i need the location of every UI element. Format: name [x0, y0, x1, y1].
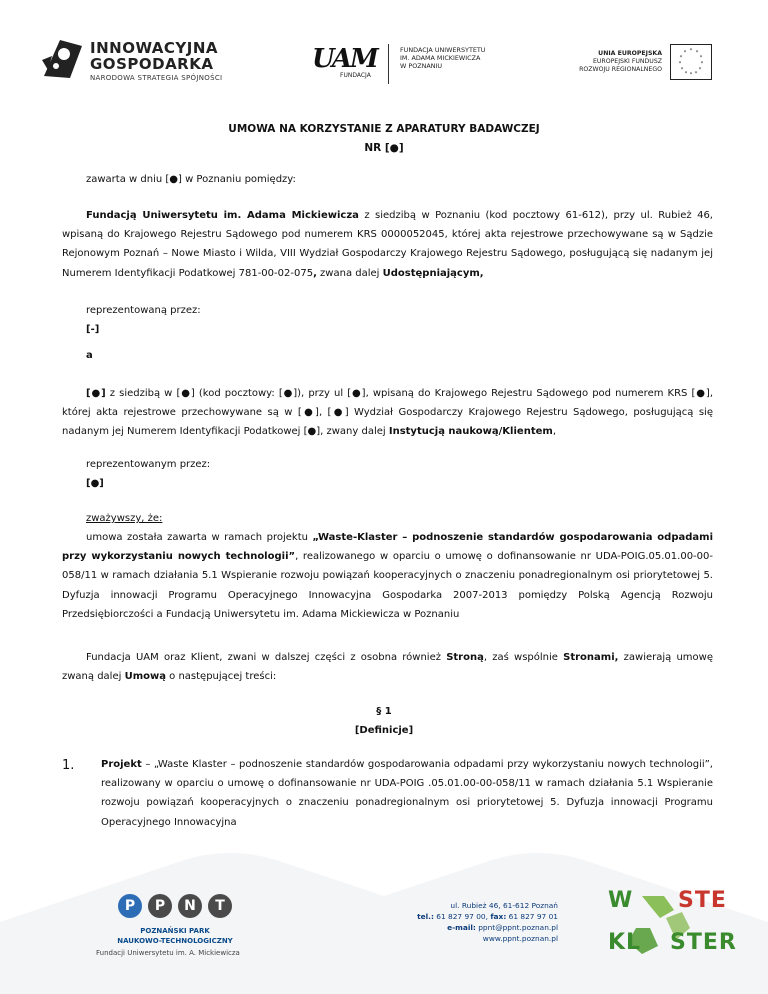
- fax-value: 61 827 97 01: [506, 912, 558, 921]
- svg-text:*: *: [700, 61, 704, 67]
- svg-text:*: *: [699, 55, 703, 61]
- waste-kl: KL: [608, 930, 642, 955]
- ppnt-name3: Fundacji Uniwersytetu im. A. Mickiewicza: [96, 949, 240, 957]
- parties-pre: Fundacja UAM oraz Klient, zwani w dalszej części z osobna również: [86, 652, 447, 663]
- fundacja-uam-text: [400, 46, 485, 70]
- party1-name: Fundacją Uniwersytetu im. Adama Mickiewicza: [86, 210, 359, 221]
- eu-text: [570, 50, 662, 74]
- ppnt-logo: [96, 894, 260, 957]
- ppnt-name2: NAUKOWO-TECHNOLOGICZNY: [117, 937, 233, 945]
- email-label: e-mail:: [447, 923, 476, 932]
- eu-line3: ROZWOJU REGIONALNEGO: [579, 66, 662, 73]
- ppnt-name: [110, 926, 240, 946]
- fax-label: fax:: [490, 912, 507, 921]
- whereas-pre: umowa została zawarta w ramach projektu: [86, 532, 313, 543]
- party2-alias: Instytucją naukową/Klientem: [388, 426, 553, 438]
- waste-klaster-logo: [606, 888, 748, 968]
- fund-line2: IM. ADAMA MICKIEWICZA: [400, 54, 481, 62]
- party1-comma: ,: [313, 267, 317, 279]
- svg-text:*: *: [680, 67, 684, 73]
- tel-value: 61 827 97 00,: [433, 912, 491, 921]
- waste-w: W: [608, 888, 634, 913]
- svg-text:*: *: [698, 67, 702, 73]
- party1-repr: reprezentowaną przez:: [86, 305, 201, 316]
- footer: [0, 852, 768, 994]
- party2-paragraph: [62, 384, 713, 442]
- parties-mid: , zaś wspólnie: [483, 652, 564, 663]
- ig-line1: INNOWACYJNA: [90, 39, 219, 57]
- party2-repr-value: [●]: [86, 478, 104, 489]
- ig-line2: GOSPODARKA: [90, 55, 214, 73]
- svg-text:*: *: [689, 72, 693, 78]
- party2-alias-end: ,: [552, 426, 556, 438]
- party1-repr-value: [-]: [86, 324, 100, 335]
- waste-ster: STER: [670, 930, 737, 955]
- section-name: [Definicje]: [354, 725, 414, 736]
- party1-alias-pre: zwana dalej: [316, 267, 383, 279]
- eu-line1: UNIA EUROPEJSKA: [598, 50, 662, 57]
- svg-text:*: *: [695, 50, 699, 56]
- ig-line3: NARODOWA STRATEGIA SPÓJNOŚCI: [90, 74, 223, 82]
- svg-text:*: *: [678, 61, 682, 67]
- ppnt-letters: [118, 894, 260, 918]
- address-line: ul. Rubież 46, 61-612 Poznań: [450, 901, 558, 910]
- parties-end: o następującej treści:: [165, 671, 277, 683]
- whereas-heading: [62, 509, 737, 528]
- strona-term: Stroną: [446, 652, 484, 663]
- project-name: „Waste-Klaster – podnoszenie standardów gospodarowania odpadami przy wykorzystaniu nowych technologii”: [62, 532, 713, 563]
- ppnt-letter: P: [148, 894, 172, 918]
- title-line2: NR [●]: [364, 142, 404, 154]
- eu-flag-icon: [670, 44, 712, 80]
- email-link[interactable]: ppnt@ppnt.poznan.pl: [475, 923, 558, 932]
- definition-paragraph: [101, 755, 713, 832]
- whereas-paragraph: [62, 528, 713, 624]
- eu-line2: EUROPEJSKI FUNDUSZ: [592, 58, 662, 65]
- title-line1: UMOWA NA KORZYSTANIE Z APARATURY BADAWCZEJ: [228, 123, 540, 135]
- header-logos: [0, 30, 768, 90]
- email-line: [400, 922, 558, 933]
- definition-text: – „Waste Klaster – podnoszenie standardów gospodarowania odpadami przy wykorzystaniu nowych technologii”, realizowany w oparciu o umowę o dofinansowanie nr UDA-POIG .05.01.00-00-058/11 w ramach działania 5.1 Wspieranie rozwoju powiązań kooperacyjnych o znaczeniu ponadregionalnym osi priorytetowej 5. Dyfuzja innowacji Programu Operacyjnego Innowacyjna: [101, 759, 713, 828]
- document-title: [0, 120, 768, 158]
- party2-repr: reprezentowanym przez:: [86, 459, 211, 470]
- uam-logo: UAM: [312, 44, 377, 74]
- innowacyjna-gospodarka-logo: [40, 36, 86, 82]
- svg-text:*: *: [684, 71, 688, 77]
- waste-ste: STE: [678, 888, 727, 913]
- ppnt-letter: T: [208, 894, 232, 918]
- parties-mid2: zawierają umowę zwaną dalej: [62, 652, 714, 683]
- stronami-term: Stronami,: [563, 652, 619, 663]
- phone-line: [400, 911, 558, 922]
- party1-alias: Udostępniającym,: [382, 267, 484, 279]
- section-number: § 1: [376, 706, 392, 717]
- party2-text: z siedzibą w [●] (kod pocztowy: [●]), przy ul [●], wpisaną do Krajowego Rejestru Sądowego pod numerem KRS [●], której akta rejestrowe przechowywane są w [●], [●] Wydział Gospodarczy Krajowego Rejestru Sądowego, posługującą się nadanym jej Numerem Identyfikacji Podatkowej [●], zwany dalej: [62, 388, 713, 438]
- party1-text: z siedzibą w Poznaniu (kod pocztowy 61-612), przy ul. Rubież 46, wpisaną do Krajowego Rejestru Sądowego pod numerem KRS 0000052045, której akta rejestrowe przechowywane są w Sądzie Rejonowym Poznań – Nowe Miasto i Wilda, VIII Wydział Gospodarczy Krajowego Rejestru Sądowego, posługującą się nadanym jej Numerem Identyfikacji Podatkowej 781-00-02-075: [62, 210, 713, 279]
- party2-name: [●]: [86, 388, 106, 399]
- fund-line1: FUNDACJA UNIWERSYTETU: [400, 46, 486, 54]
- conjunction: a: [86, 350, 93, 361]
- section-heading: [0, 702, 768, 740]
- ppnt-name1: POZNAŃSKI PARK: [140, 927, 210, 935]
- whereas-post: , realizowanego w oparciu o umowę o dofinansowanie nr UDA-POIG.05.01.00-00-058/11 w ramach działania 5.1 Wspieranie rozwoju powiązań kooperacyjnych o znaczeniu ponadregionalnym osi priorytetowej 5. Dyfuzja innowacji Programu Operacyjnego Innowacyjna Gospodarka 2007-2013 pomiędzy Polską Agencją Rozwoju Przedsiębiorczości a Fundacją Uniwersytetu im. Adama Mickiewicza w Poznaniu: [62, 551, 714, 620]
- umowa-term: Umową: [124, 671, 166, 683]
- svg-text:*: *: [689, 48, 693, 54]
- website-link[interactable]: www.ppnt.poznan.pl: [482, 934, 558, 943]
- svg-text:*: *: [694, 71, 698, 77]
- definition-term: Projekt: [101, 759, 142, 770]
- ppnt-letter: N: [178, 894, 202, 918]
- date-line: zawarta w dniu [●] w Poznaniu pomiędzy:: [86, 174, 296, 185]
- party1-paragraph: [62, 206, 713, 283]
- whereas-label: zważywszy, że:: [86, 513, 163, 524]
- uam-separator: [388, 44, 389, 84]
- footer-address: [400, 900, 558, 944]
- ppnt-letter: P: [118, 894, 142, 918]
- fund-line3: W POZNANIU: [400, 62, 443, 70]
- svg-text:*: *: [679, 55, 683, 61]
- svg-text:*: *: [683, 50, 687, 56]
- tel-label: tel.:: [417, 912, 434, 921]
- parties-paragraph: [62, 648, 713, 686]
- definition-number: 1.: [62, 758, 75, 773]
- uam-fundacja-label: FUNDACJA: [340, 72, 371, 79]
- innowacyjna-gospodarka-text: [90, 40, 222, 82]
